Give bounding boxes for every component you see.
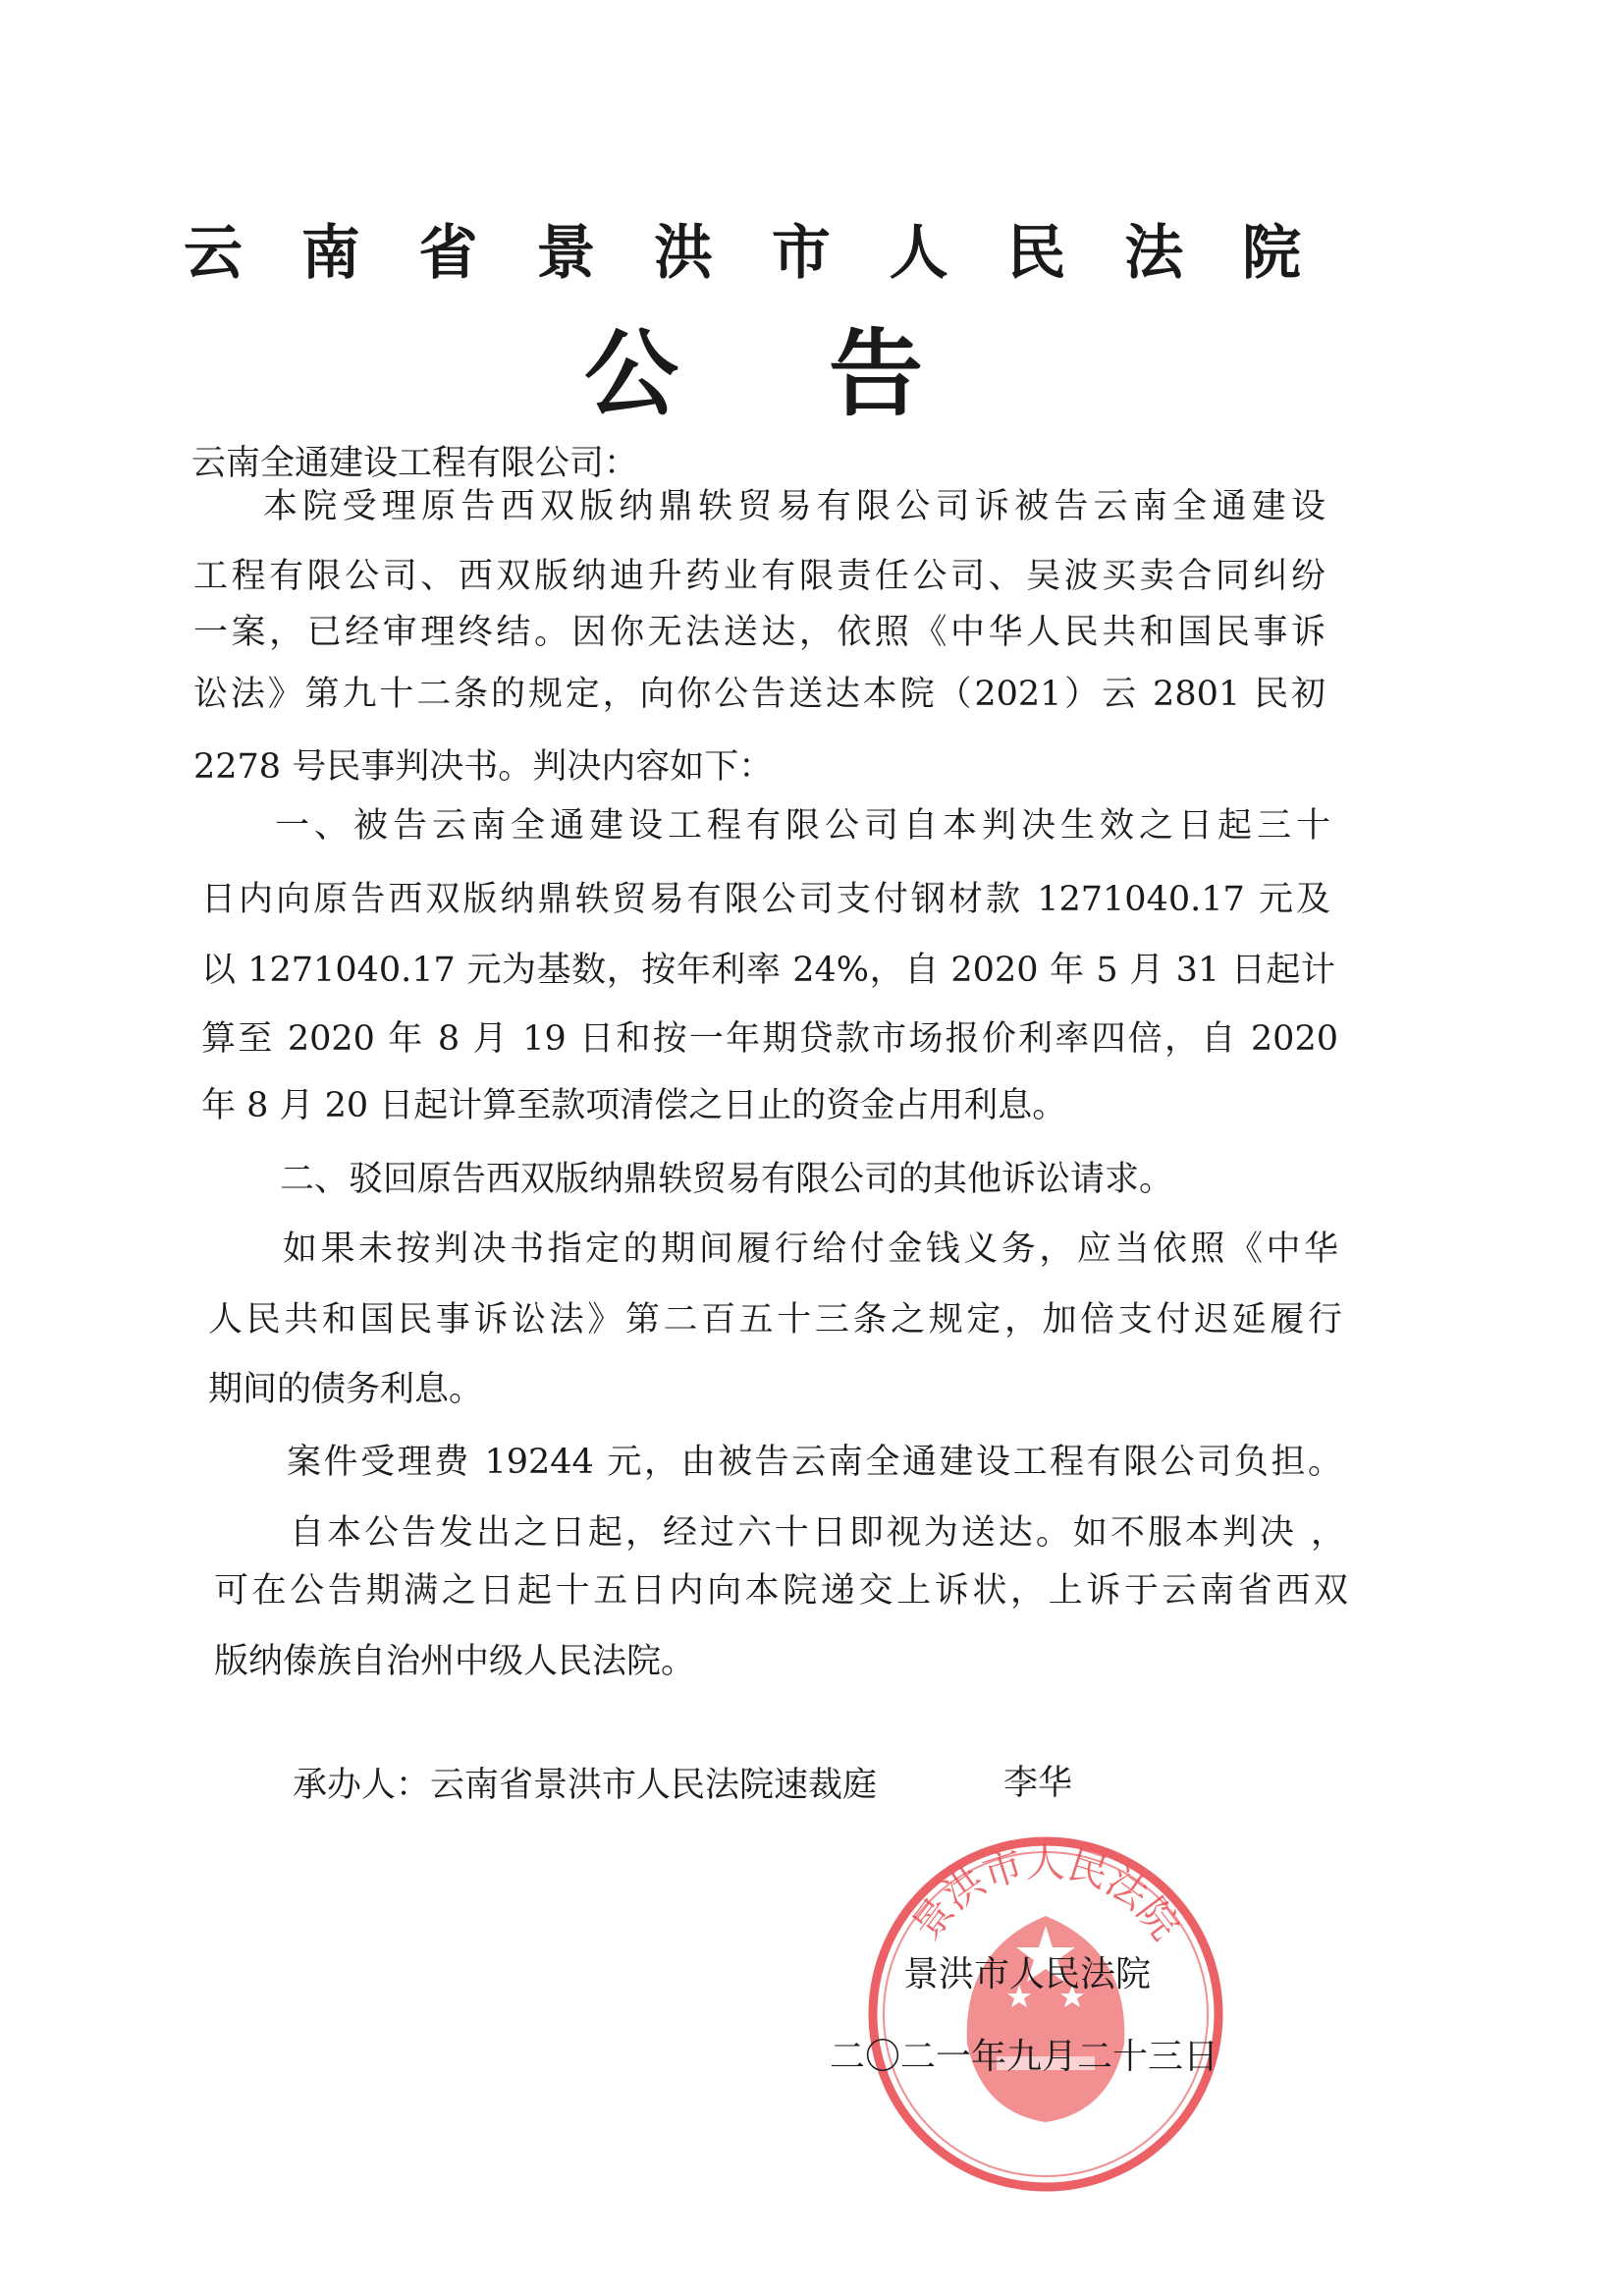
body-line: 自本公告发出之日起，经过六十日即视为送达。如不服本判决 ， bbox=[290, 1513, 1345, 1553]
body-line: 期间的债务利息。 bbox=[208, 1370, 484, 1409]
issuer: 景洪市人民法院 bbox=[903, 1954, 1152, 1995]
handler: 承办人：云南省景洪市人民法院速裁庭 bbox=[293, 1766, 878, 1805]
judge-name: 李华 bbox=[1003, 1764, 1073, 1803]
court-name: 云南省景洪市人民法院 bbox=[184, 219, 1303, 288]
body-line: 年 8 月 20 日起计算至款项清偿之日止的资金占用利息。 bbox=[201, 1086, 1067, 1125]
body-line: 以 1271040.17 元为基数，按年利率 24%，自 2020 年 5 月 31 日起计 bbox=[201, 951, 1335, 990]
issue-date: 二〇二一年九月二十三日 bbox=[830, 2037, 1219, 2077]
body-line: 2278 号民事判决书。判决内容如下： bbox=[193, 747, 774, 787]
body-line: 版纳傣族自治州中级人民法院。 bbox=[214, 1642, 696, 1681]
seal-text: 景洪市人民法院 bbox=[903, 1840, 1188, 1948]
body-line: 二、驳回原告西双版纳鼎轶贸易有限公司的其他诉讼请求。 bbox=[280, 1160, 1174, 1199]
body-line: 本院受理原告西双版纳鼎轶贸易有限公司诉被告云南全通建设 bbox=[263, 487, 1325, 526]
body-line: 工程有限公司、西双版纳迪升药业有限责任公司、吴波买卖合同纠纷 bbox=[193, 557, 1325, 596]
body-line: 一案，已经审理终结。因你无法送达，依照《中华人民共和国民事诉 bbox=[193, 613, 1325, 652]
page-title: 公告 bbox=[584, 319, 923, 429]
body-line: 算至 2020 年 8 月 19 日和按一年期贷款市场报价利率四倍，自 2020 bbox=[201, 1019, 1338, 1059]
body-line: 如果未按判决书指定的期间履行给付金钱义务，应当依照《中华 bbox=[283, 1230, 1338, 1269]
body-line: 人民共和国民事诉讼法》第二百五十三条之规定，加倍支付迟延履行 bbox=[208, 1300, 1342, 1339]
addressee: 云南全通建设工程有限公司： bbox=[191, 444, 639, 483]
body-line: 案件受理费 19244 元，由被告云南全通建设工程有限公司负担。 bbox=[287, 1443, 1342, 1482]
body-line: 可在公告期满之日起十五日内向本院递交上诉状，上诉于云南省西双 bbox=[214, 1571, 1348, 1611]
body-line: 讼法》第九十二条的规定，向你公告送达本院（2021）云 2801 民初 bbox=[193, 675, 1325, 714]
body-line: 日内向原告西双版纳鼎轶贸易有限公司支付钢材款 1271040.17 元及 bbox=[201, 880, 1330, 919]
body-line: 一、被告云南全通建设工程有限公司自本判决生效之日起三十 bbox=[275, 806, 1330, 846]
court-seal bbox=[864, 1832, 1227, 2196]
